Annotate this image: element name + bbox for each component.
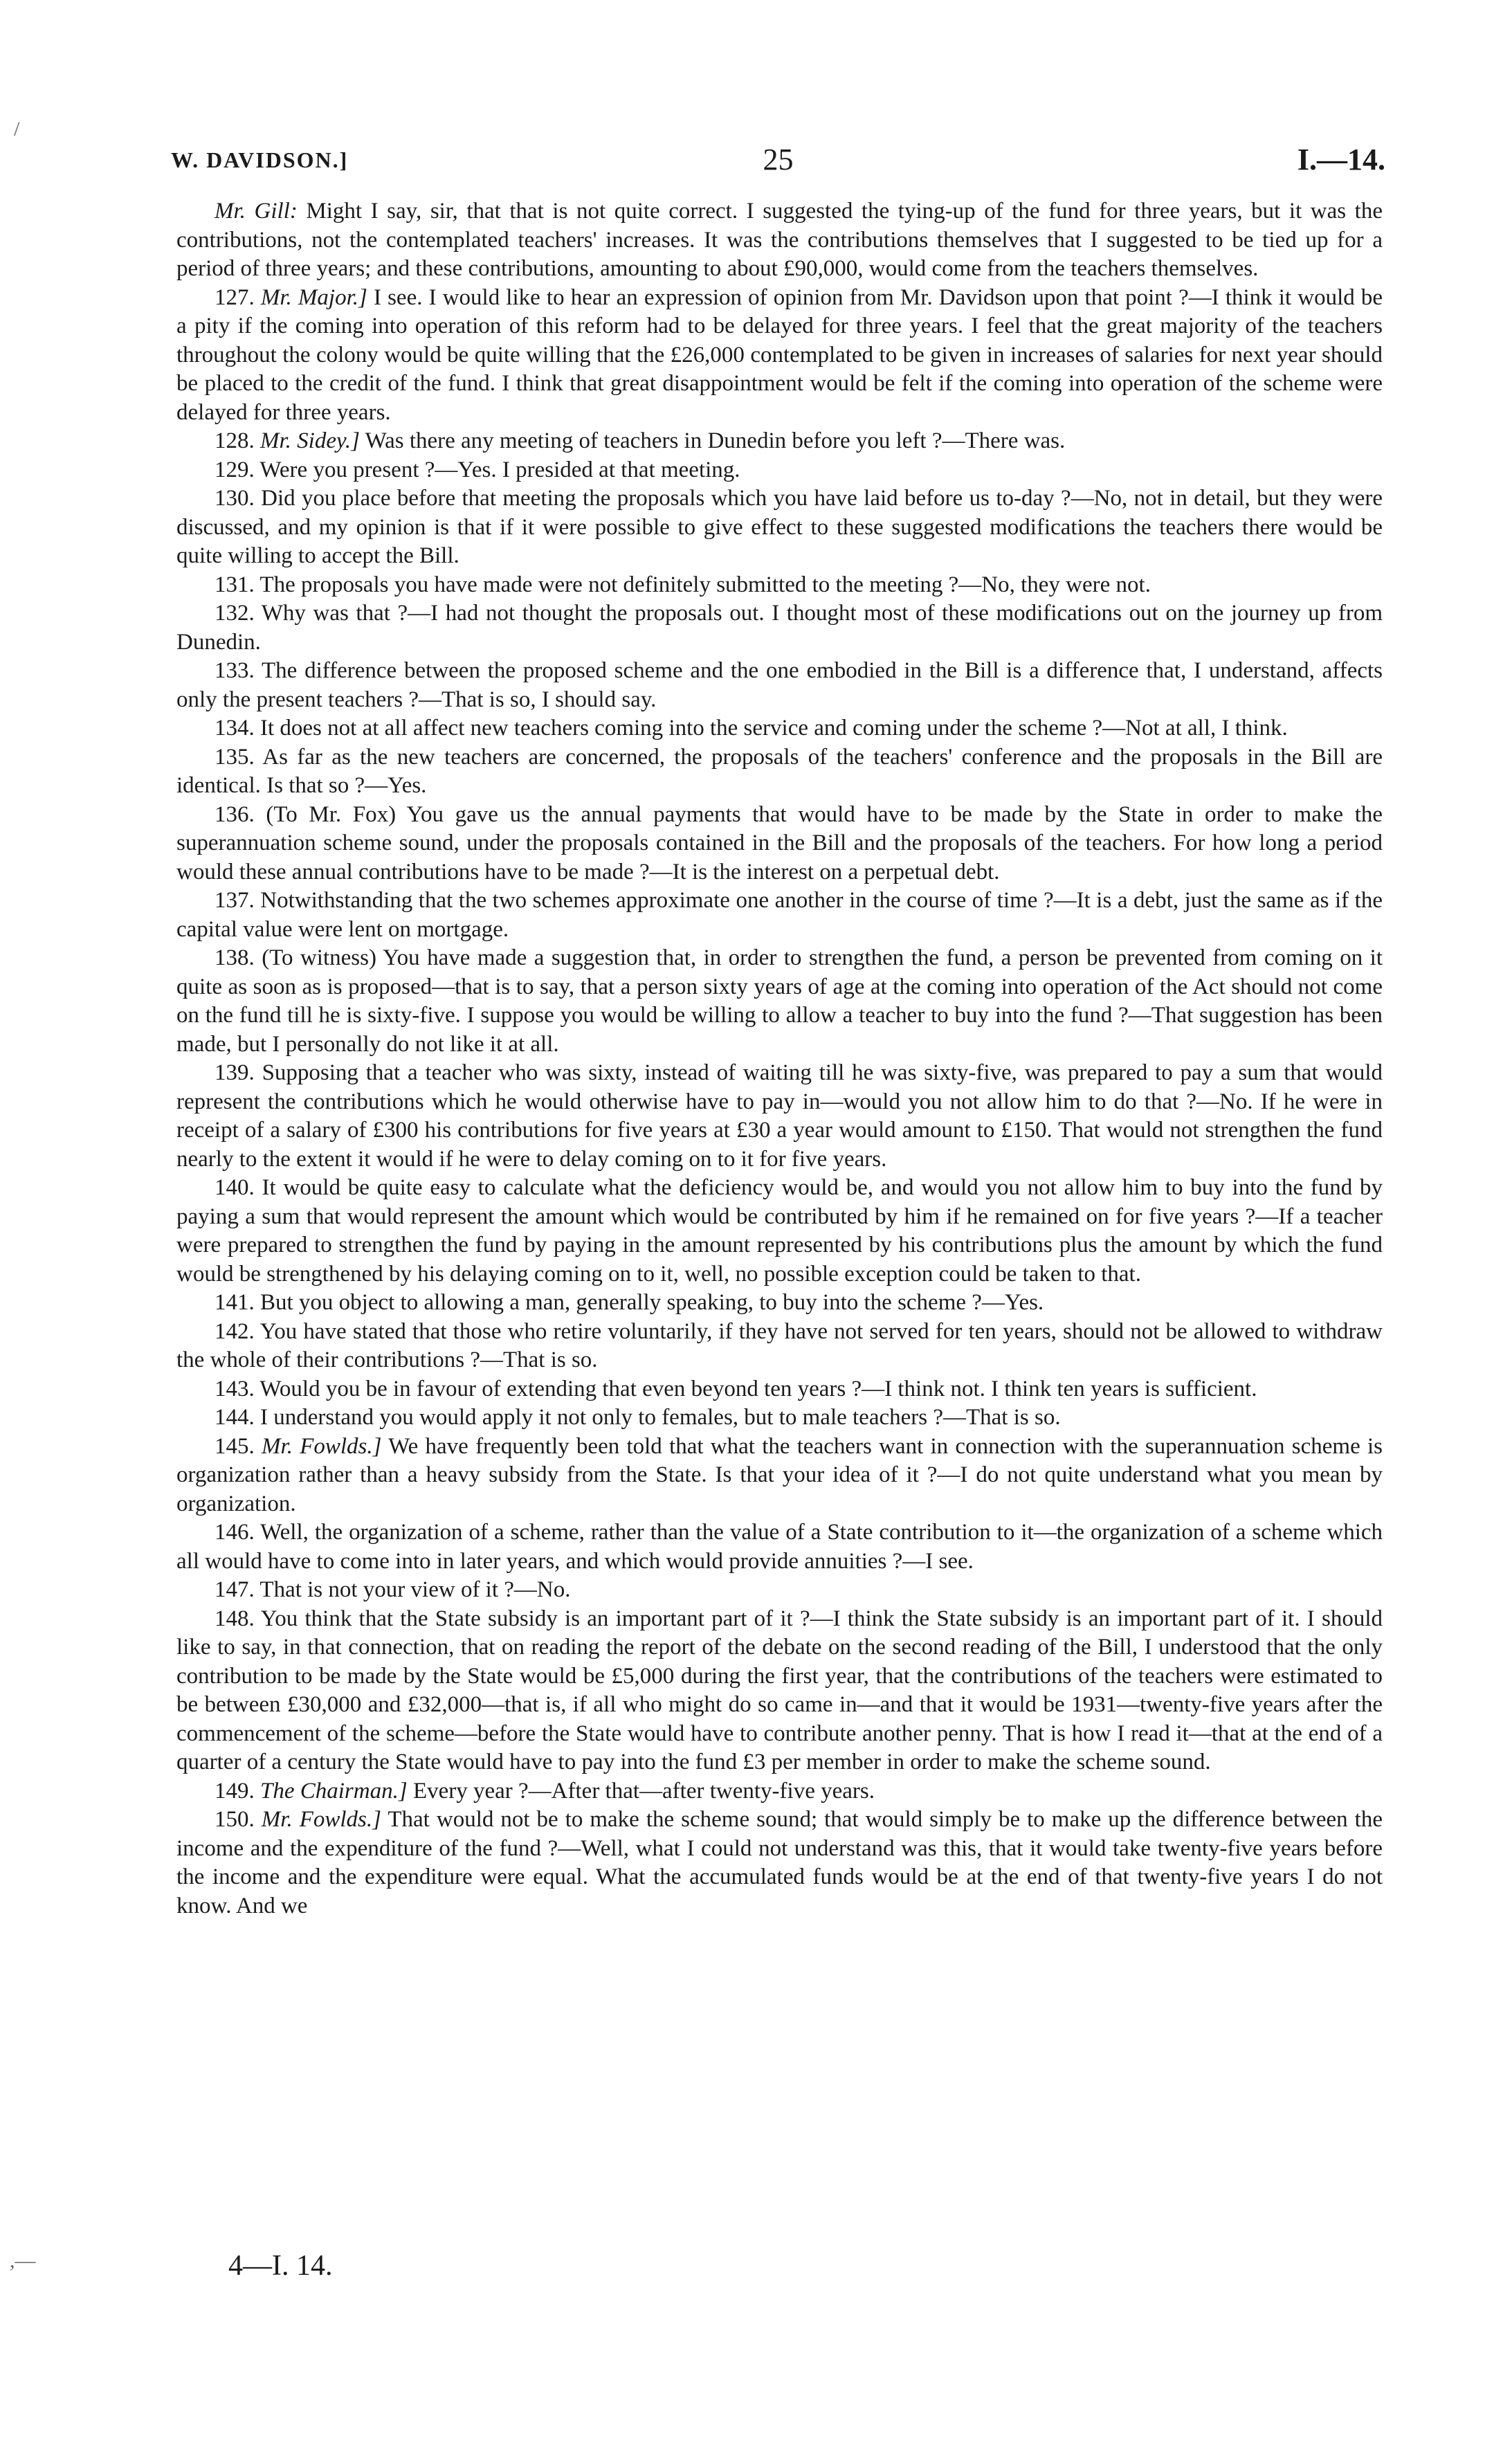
question-number: 132. bbox=[215, 601, 262, 626]
paragraph-text: Notwithstanding that the two schemes approximate one another in the course of time ?—It is a debt, just the same as if the capital value were lent on mortgage. bbox=[176, 888, 1383, 942]
paragraph-text: I see. I would like to hear an expression of opinion from Mr. Davidson upon that point ?—I think it would be a pity if the coming into operation of this reform had to be delayed for three years. I feel that the great majority of the teachers throughout the colony would be quite willing that the £26,000 contemplated to be given in increases of salaries for next year should be placed to the credit of the fund. I think that great disappointment would be felt if the coming into operation of the scheme were delayed for three years. bbox=[176, 284, 1383, 425]
question-number: 134. bbox=[215, 716, 260, 741]
qa-paragraph bbox=[176, 801, 1383, 887]
paragraph-text: That would not be to make the scheme sound; that would simply be to make up the difference between the income and the expenditure of the fund ?—Well, what I could not understand was this, that it would take twenty-five years before the income and the expenditure were equal. What the accumulated funds would be at the end of that twenty-five years I do not know. And we bbox=[176, 1807, 1383, 1918]
paragraph-text: As far as the new teachers are concerned, the proposals of the teachers' conference and the proposals in the Bill are identical. Is that so ?—Yes. bbox=[176, 744, 1383, 798]
qa-paragraph bbox=[176, 1289, 1383, 1318]
paragraph-text: But you object to allowing a man, generally speaking, to buy into the scheme ?—Yes. bbox=[260, 1290, 1044, 1315]
qa-paragraph bbox=[176, 571, 1383, 600]
question-number: 143. bbox=[215, 1376, 260, 1401]
qa-paragraph bbox=[176, 944, 1383, 1059]
header-witness-name: W. DAVIDSON.] bbox=[171, 147, 349, 172]
paragraph-text: Supposing that a teacher who was sixty, instead of waiting till he was sixty-five, was prepared to pay a sum that would represent the contributions which he would otherwise have to pay in—would you not allow him to do that ?—No. If he were in receipt of a salary of £300 his contributions for five years at £30 a year would amount to £150. That would not strengthen the fund nearly to the extent it would if he were to delay coming on to it for five years. bbox=[176, 1060, 1383, 1172]
paragraph-text: Did you place before that meeting the proposals which you have laid before us to-day ?—No, not in detail, but they were discussed, and my opinion is that if it were possible to give effect to these suggested modifications the teachers there would be quite willing to accept the Bill. bbox=[176, 486, 1383, 568]
question-number: 142. bbox=[215, 1318, 260, 1344]
paragraph-text: The difference between the proposed scheme and the one embodied in the Bill is a difference that, I understand, affects only the present teachers ?—That is so, I should say. bbox=[176, 658, 1383, 712]
qa-paragraph bbox=[176, 456, 1383, 485]
qa-paragraph bbox=[176, 197, 1383, 284]
question-number: 135. bbox=[215, 744, 263, 770]
question-number: 148. bbox=[215, 1606, 261, 1631]
qa-paragraph bbox=[176, 1059, 1383, 1174]
body-text bbox=[176, 197, 1383, 1920]
speaker-label: Mr. Major.] bbox=[260, 284, 367, 310]
paragraph-text: That is not your view of it ?—No. bbox=[259, 1577, 571, 1602]
paragraph-text: Might I say, sir, that that is not quite correct. I suggested the tying-up of the fund for three years, but it was the contributions, not the contemplated teachers' increases. It was the contributions themselves that I suggested to be tied up for a period of three years; and these contributions, amounting to about £90,000, would come from the teachers themselves. bbox=[176, 199, 1383, 281]
paragraph-text: We have frequently been told that what the teachers want in connection with the superannuation scheme is organization rather than a heavy subsidy from the State. Is that your idea of it ?—I do not quite understand what you mean by organization. bbox=[176, 1433, 1383, 1516]
paragraph-text: Why was that ?—I had not thought the proposals out. I thought most of these modifications out on the journey up from Dunedin. bbox=[176, 601, 1383, 655]
qa-paragraph bbox=[176, 1404, 1383, 1433]
qa-paragraph bbox=[176, 1433, 1383, 1519]
qa-paragraph bbox=[176, 599, 1383, 657]
question-number: 150. bbox=[215, 1807, 262, 1832]
paragraph-text: You have stated that those who retire voluntarily, if they have not served for ten years, should not be allowed to withdraw the whole of their contributions ?—That is so. bbox=[176, 1318, 1383, 1372]
qa-paragraph bbox=[176, 657, 1383, 714]
question-number: 145. bbox=[215, 1433, 262, 1459]
paragraph-text: Were you present ?—Yes. I presided at that meeting. bbox=[259, 457, 740, 482]
qa-paragraph bbox=[176, 1318, 1383, 1375]
question-number: 147. bbox=[215, 1577, 260, 1602]
paragraph-text: It does not at all affect new teachers coming into the service and coming under the scheme ?—Not at all, I think. bbox=[260, 716, 1288, 741]
paragraph-text: Well, the organization of a scheme, rather than the value of a State contribution to it—the organization of a scheme which all would have to come into in later years, and which would provide annuities ?—I see. bbox=[176, 1520, 1383, 1574]
qa-paragraph bbox=[176, 1375, 1383, 1404]
qa-paragraph bbox=[176, 1576, 1383, 1605]
qa-paragraph bbox=[176, 1806, 1383, 1920]
margin-mark: ,— bbox=[10, 2249, 36, 2272]
question-number: 140. bbox=[215, 1175, 262, 1200]
qa-paragraph bbox=[176, 1174, 1383, 1289]
paragraph-text: (To Mr. Fox) You gave us the annual payments that would have to be made by the State in order to make the superannuation scheme sound, under the proposals contained in the Bill and the proposals of the teachers. For how long a period would these annual contributions have to be made ?—It is the interest on a perpetual debt. bbox=[176, 801, 1383, 884]
page-header bbox=[171, 142, 1385, 183]
question-number: 130. bbox=[215, 486, 262, 511]
question-number: 144. bbox=[215, 1405, 260, 1430]
paragraph-text: Was there any meeting of teachers in Dunedin before you left ?—There was. bbox=[359, 428, 1066, 453]
paragraph-text: The proposals you have made were not definitely submitted to the meeting ?—No, they were not. bbox=[259, 572, 1151, 597]
margin-mark: / bbox=[14, 118, 20, 140]
question-number: 136. bbox=[215, 801, 266, 827]
paragraph-text: (To witness) You have made a suggestion that, in order to strengthen the fund, a person be prevented from coming on it quite as soon as is proposed—that is to say, that a person sixty years of age at the coming into operation of the Act should not come on the fund till he is sixty-five. I suppose you would be willing to allow a teacher to buy into the fund ?—That suggestion has been made, but I personally do not like it at all. bbox=[176, 945, 1383, 1057]
speaker-label: Mr. Fowlds.] bbox=[261, 1807, 381, 1832]
speaker-label: Mr. Sidey.] bbox=[260, 428, 360, 453]
question-number: 131. bbox=[215, 572, 260, 597]
question-number: 127. bbox=[215, 284, 261, 310]
paragraph-text: I understand you would apply it not only to females, but to male teachers ?—That is so. bbox=[260, 1405, 1061, 1430]
question-number: 137. bbox=[215, 888, 261, 913]
speaker-label: Mr. Gill: bbox=[215, 199, 298, 224]
footer-signature: 4—I. 14. bbox=[228, 2250, 333, 2282]
qa-paragraph bbox=[176, 887, 1383, 944]
qa-paragraph bbox=[176, 1518, 1383, 1576]
qa-paragraph bbox=[176, 743, 1383, 801]
question-number: 149. bbox=[215, 1778, 260, 1804]
qa-paragraph bbox=[176, 1605, 1383, 1777]
question-number: 138. bbox=[215, 945, 262, 970]
qa-paragraph bbox=[176, 714, 1383, 743]
question-number: 146. bbox=[215, 1520, 261, 1545]
paragraph-text: You think that the State subsidy is an important part of it ?—I think the State subsidy is an important part of it. I should like to say, in that connection, that on reading the report of the debate on the second reading of the Bill, I understood that the only contribution to be made by the State would be £5,000 during the first year, that the contributions of the teachers were estimated to be between £30,000 and £32,000—that is, if all who might do so came in—and that it would be 1931—twenty-five years after the commencement of the scheme—before the State would have to contribute another penny. That is how I read it—that at the end of a quarter of a century the State would have to pay into the fund £3 per member in order to make the scheme sound. bbox=[176, 1606, 1383, 1774]
header-page-number: 25 bbox=[763, 143, 794, 176]
paragraph-text: Would you be in favour of extending that even beyond ten years ?—I think not. I think ten years is sufficient. bbox=[259, 1376, 1257, 1401]
qa-paragraph bbox=[176, 484, 1383, 571]
qa-paragraph bbox=[176, 1777, 1383, 1806]
qa-paragraph bbox=[176, 427, 1383, 456]
question-number: 128. bbox=[215, 428, 260, 453]
question-number: 133. bbox=[215, 658, 262, 683]
speaker-label: Mr. Fowlds.] bbox=[262, 1433, 382, 1459]
question-number: 141. bbox=[215, 1290, 260, 1315]
question-number: 139. bbox=[215, 1060, 262, 1085]
qa-paragraph bbox=[176, 284, 1383, 428]
speaker-label: The Chairman.] bbox=[260, 1778, 408, 1804]
paragraph-text: It would be quite easy to calculate what the deficiency would be, and would you not allow him to buy into the fund by paying a sum that would represent the amount which would be contributed by him if he remained on for five years ?—If a teacher were prepared to strengthen the fund by paying in the amount represented by his contributions plus the amount by which the fund would be strengthened by his delaying coming on to it, well, no possible exception could be taken to that. bbox=[176, 1175, 1383, 1287]
paragraph-text: Every year ?—After that—after twenty-five years. bbox=[407, 1778, 875, 1804]
question-number: 129. bbox=[215, 457, 260, 482]
header-paper-reference: I.—14. bbox=[1297, 143, 1385, 176]
